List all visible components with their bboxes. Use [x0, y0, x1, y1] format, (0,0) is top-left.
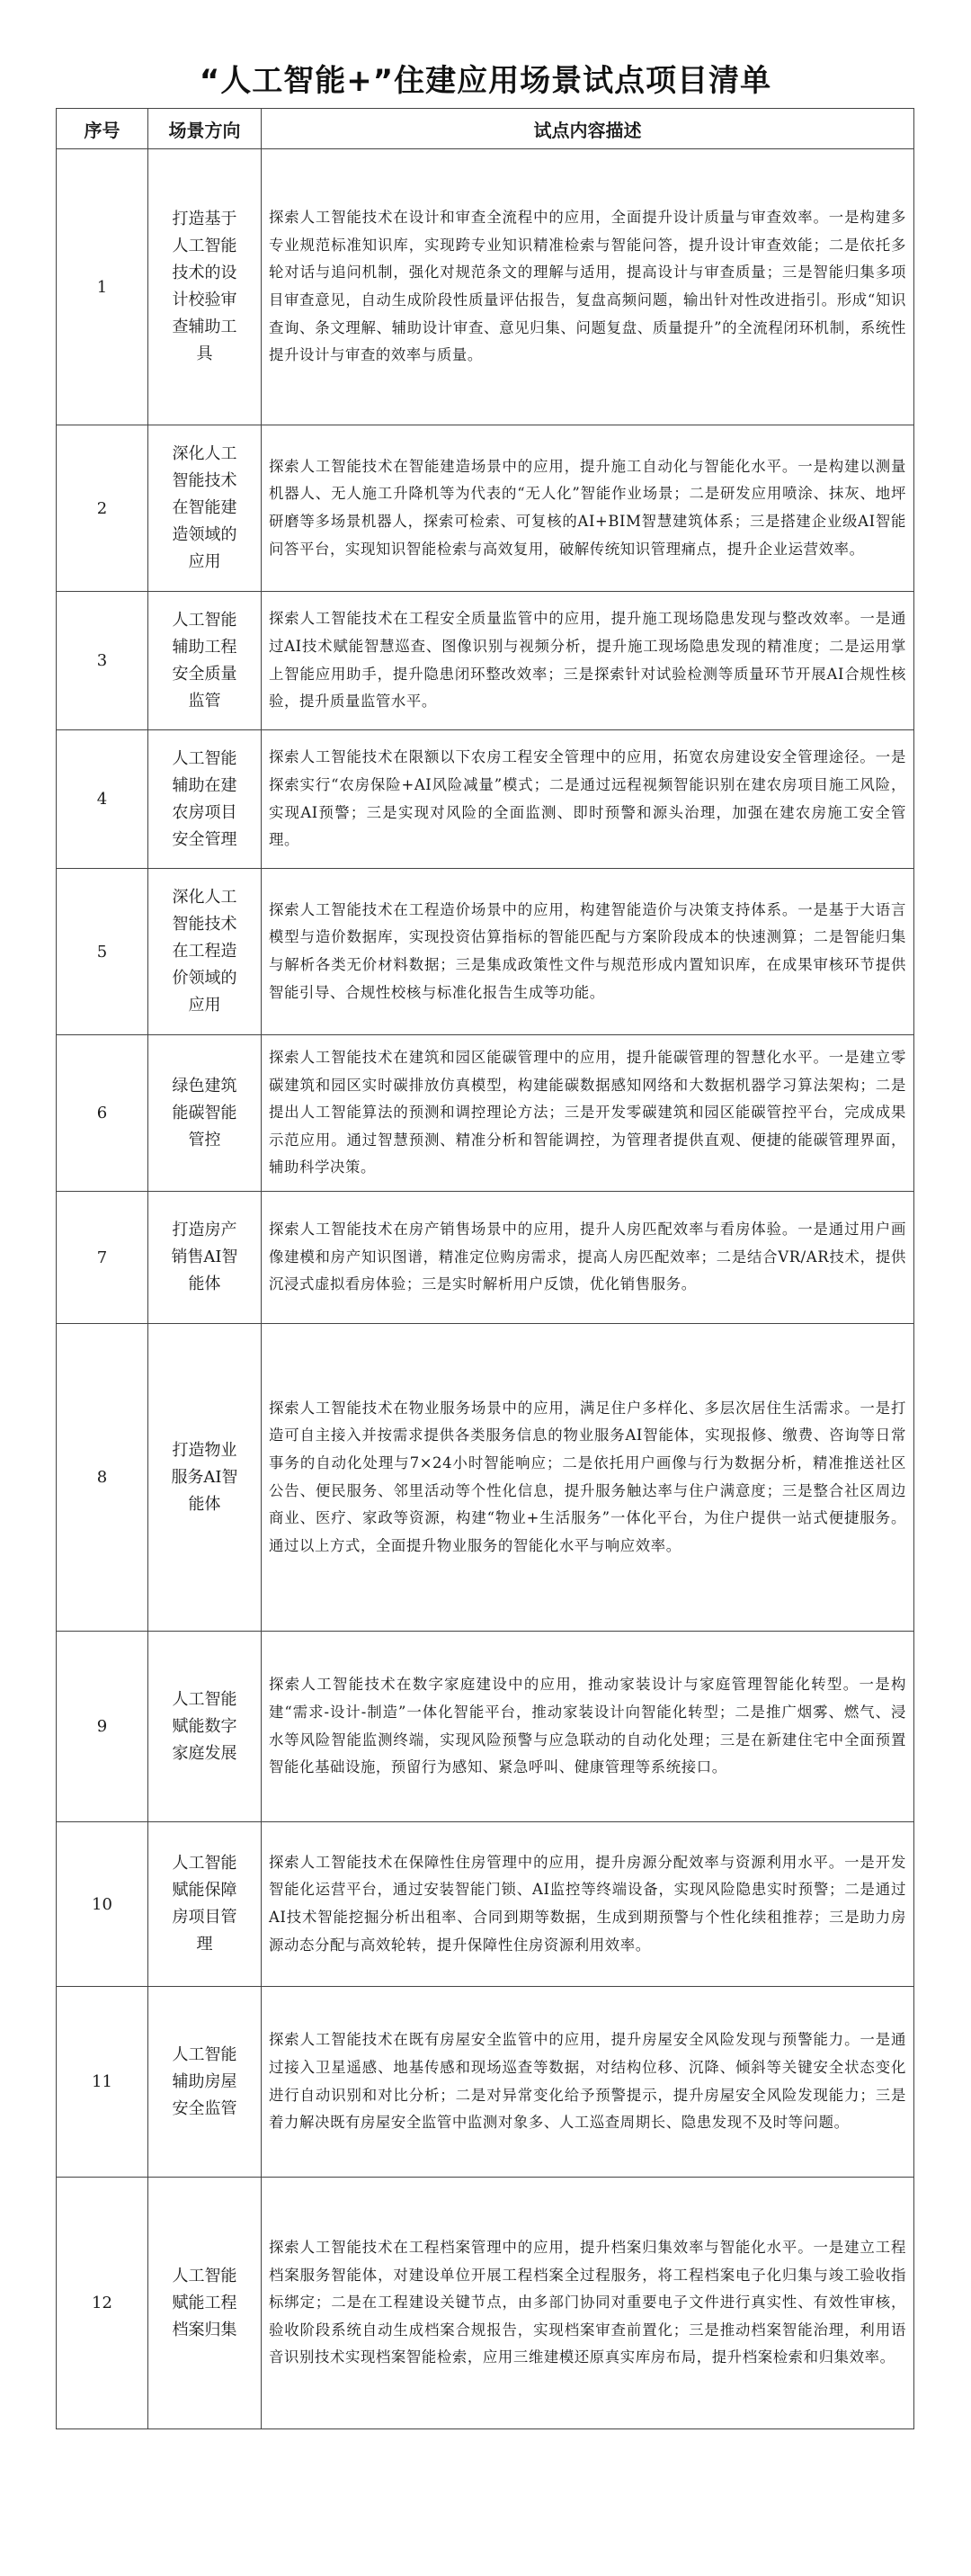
row-direction: 人工智能辅助在建农房项目安全管理 — [148, 730, 262, 869]
table-row — [57, 1632, 914, 1822]
row-direction: 人工智能赋能保障房项目管理 — [148, 1822, 262, 1987]
row-direction: 打造基于人工智能技术的设计校验审查辅助工具 — [148, 149, 262, 425]
table-row — [57, 1192, 914, 1324]
table-row — [57, 2178, 914, 2429]
row-description: 探索人工智能技术在数字家庭建设中的应用，推动家装设计与家庭管理智能化转型。一是构建“需求-设计-制造”一体化智能平台，推动家装设计向智能化转型；二是推广烟雾、燃气、浸水等风险智能监测终端，实现风险预警与应急联动的自动化处理；三是在新建住宅中全面预置智能化基础设施，预留行为感知、紧急呼叫、健康管理等系统接口。 — [262, 1632, 914, 1822]
row-no: 7 — [57, 1192, 148, 1324]
table-row — [57, 1324, 914, 1632]
pilot-project-table — [56, 108, 914, 2429]
row-description: 探索人工智能技术在工程安全质量监管中的应用，提升施工现场隐患发现与整改效率。一是通过AI技术赋能智慧巡查、图像识别与视频分析，提升施工现场隐患发现的精准度；二是运用掌上智能应用助手，提升隐患闭环整改效率；三是探索针对试验检测等质量环节开展AI合规性核验，提升质量监管水平。 — [262, 592, 914, 730]
row-description: 探索人工智能技术在智能建造场景中的应用，提升施工自动化与智能化水平。一是构建以测量机器人、无人施工升降机等为代表的“无人化”智能作业场景；二是研发应用喷涂、抹灰、地坪研磨等多场景机器人，探索可检索、可复核的AI+BIM智慧建筑体系；三是搭建企业级AI智能问答平台，实现知识智能检索与高效复用，破解传统知识管理痛点，提升企业运营效率。 — [262, 425, 914, 592]
row-direction: 人工智能辅助工程安全质量监管 — [148, 592, 262, 730]
row-no: 4 — [57, 730, 148, 869]
row-description: 探索人工智能技术在既有房屋安全监管中的应用，提升房屋安全风险发现与预警能力。一是通过接入卫星遥感、地基传感和现场巡查等数据，对结构位移、沉降、倾斜等关键安全状态变化进行自动识别和对比分析；二是对异常变化给予预警提示，提升房屋安全风险发现能力；三是着力解决既有房屋安全监管中监测对象多、人工巡查周期长、隐患发现不及时等问题。 — [262, 1987, 914, 2178]
row-no: 3 — [57, 592, 148, 730]
row-no: 11 — [57, 1987, 148, 2178]
row-description: 探索人工智能技术在限额以下农房工程安全管理中的应用，拓宽农房建设安全管理途径。一是探索实行“农房保险+AI风险减量”模式；二是通过远程视频智能识别在建农房项目施工风险，实现AI预警；三是实现对风险的全面监测、即时预警和源头治理，加强在建农房施工安全管理。 — [262, 730, 914, 869]
row-no: 6 — [57, 1035, 148, 1192]
row-no: 2 — [57, 425, 148, 592]
table-row — [57, 1822, 914, 1987]
row-no: 12 — [57, 2178, 148, 2429]
table-row — [57, 425, 914, 592]
row-description: 探索人工智能技术在建筑和园区能碳管理中的应用，提升能碳管理的智慧化水平。一是建立零碳建筑和园区实时碳排放仿真模型，构建能碳数据感知网络和大数据机器学习算法架构；二是提出人工智能算法的预测和调控理论方法；三是开发零碳建筑和园区能碳管控平台，完成成果示范应用。通过智慧预测、精准分析和智能调控，为管理者提供直观、便捷的能碳管理界面，辅助科学决策。 — [262, 1035, 914, 1192]
row-no: 1 — [57, 149, 148, 425]
row-description: 探索人工智能技术在工程档案管理中的应用，提升档案归集效率与智能化水平。一是建立工程档案服务智能体，对建设单位开展工程档案全过程服务，将工程档案电子化归集与竣工验收指标绑定；二是在工程建设关键节点，由多部门协同对重要电子文件进行真实性、有效性审核，验收阶段系统自动生成档案合规报告，实现档案审查前置化；三是推动档案智能治理，利用语音识别技术实现档案智能检索，应用三维建模还原真实库房布局，提升档案检索和归集效率。 — [262, 2178, 914, 2429]
row-description: 探索人工智能技术在房产销售场景中的应用，提升人房匹配效率与看房体验。一是通过用户画像建模和房产知识图谱，精准定位购房需求，提高人房匹配效率；二是结合VR/AR技术，提供沉浸式虚拟看房体验；三是实时解析用户反馈，优化销售服务。 — [262, 1192, 914, 1324]
row-no: 10 — [57, 1822, 148, 1987]
row-direction: 打造物业服务AI智能体 — [148, 1324, 262, 1632]
table-row — [57, 1035, 914, 1192]
table-row — [57, 592, 914, 730]
table-row — [57, 1987, 914, 2178]
row-direction: 深化人工智能技术在智能建造领域的应用 — [148, 425, 262, 592]
row-direction: 打造房产销售AI智能体 — [148, 1192, 262, 1324]
row-direction: 人工智能辅助房屋安全监管 — [148, 1987, 262, 2178]
row-description: 探索人工智能技术在设计和审查全流程中的应用，全面提升设计质量与审查效率。一是构建多专业规范标准知识库，实现跨专业知识精准检索与智能问答，提升设计审查效能；二是依托多轮对话与追问机制，强化对规范条文的理解与适用，提高设计与审查质量；三是智能归集多项目审查意见，自动生成阶段性质量评估报告，复盘高频问题，输出针对性改进指引。形成“知识查询、条文理解、辅助设计审查、意见归集、问题复盘、质量提升”的全流程闭环机制，系统性提升设计与审查的效率与质量。 — [262, 149, 914, 425]
document-title: “人工智能+”住建应用场景试点项目清单 — [199, 63, 772, 99]
header-direction: 场景方向 — [148, 109, 262, 149]
row-direction: 绿色建筑能碳智能管控 — [148, 1035, 262, 1192]
row-description: 探索人工智能技术在物业服务场景中的应用，满足住户多样化、多层次居住生活需求。一是打造可自主接入并按需求提供各类服务信息的物业服务AI智能体，实现报修、缴费、咨询等日常事务的自动化处理与7×24小时智能响应；二是依托用户画像与行为数据分析，精准推送社区公告、便民服务、邻里活动等个性化信息，提升服务触达率与住户满意度；三是整合社区周边商业、医疗、家政等资源，构建“物业+生活服务”一体化平台，为住户提供一站式便捷服务。通过以上方式，全面提升物业服务的智能化水平与响应效率。 — [262, 1324, 914, 1632]
table-row — [57, 149, 914, 425]
row-description: 探索人工智能技术在保障性住房管理中的应用，提升房源分配效率与资源利用水平。一是开发智能化运营平台，通过安装智能门锁、AI监控等终端设备，实现风险隐患实时预警；二是通过AI技术智能挖掘分析出租率、合同到期等数据，生成到期预警与个性化续租推荐；三是助力房源动态分配与高效轮转，提升保障性住房资源利用效率。 — [262, 1822, 914, 1987]
table-row — [57, 730, 914, 869]
table-row — [57, 869, 914, 1035]
header-description: 试点内容描述 — [262, 109, 914, 149]
table-header-row — [57, 109, 914, 149]
header-no: 序号 — [57, 109, 148, 149]
row-direction: 深化人工智能技术在工程造价领域的应用 — [148, 869, 262, 1035]
row-description: 探索人工智能技术在工程造价场景中的应用，构建智能造价与决策支持体系。一是基于大语言模型与造价数据库，实现投资估算指标的智能匹配与方案阶段成本的快速测算；二是智能归集与解析各类无价材料数据；三是集成政策性文件与规范形成内置知识库，在成果审核环节提供智能引导、合规性校核与标准化报告生成等功能。 — [262, 869, 914, 1035]
row-no: 5 — [57, 869, 148, 1035]
row-no: 9 — [57, 1632, 148, 1822]
row-direction: 人工智能赋能工程档案归集 — [148, 2178, 262, 2429]
row-direction: 人工智能赋能数字家庭发展 — [148, 1632, 262, 1822]
row-no: 8 — [57, 1324, 148, 1632]
